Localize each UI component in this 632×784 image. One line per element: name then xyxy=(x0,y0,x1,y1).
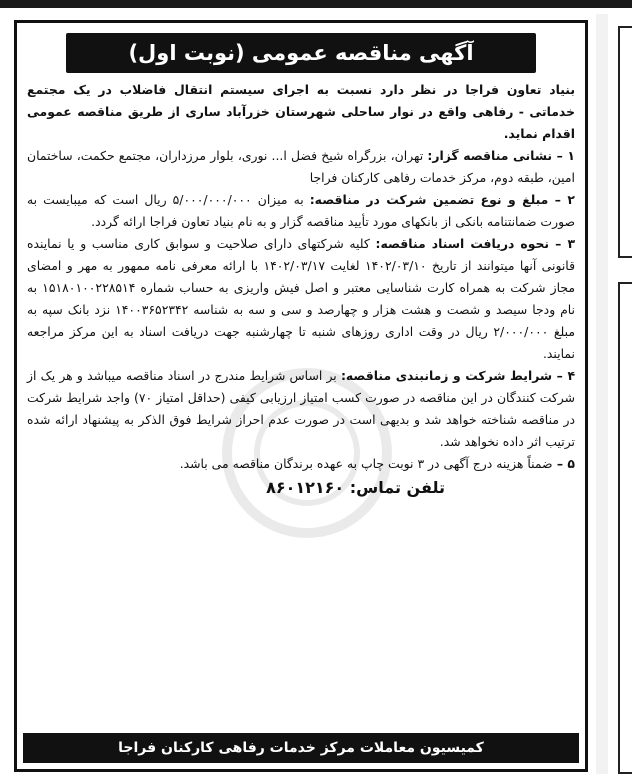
section-heading: ۲ – مبلغ و نوع تضمین شرکت در مناقصه: xyxy=(309,192,575,207)
section-1 xyxy=(27,145,575,189)
tender-advertisement xyxy=(14,20,588,772)
section-heading: ۵ – xyxy=(552,456,575,471)
section-heading: ۴ – شرایط شرکت و زمانبندی مناقصه: xyxy=(340,368,576,383)
adjacent-ad-frame-bottom xyxy=(618,282,632,774)
contact-phone: تلفن تماس: ۸۶۰۱۲۱۶۰ xyxy=(266,478,445,497)
ad-title: آگهی مناقصه عمومی (نوبت اول) xyxy=(66,33,536,73)
section-text: بر اساس شرایط مندرج در اسناد مناقصه میباشد و هر یک از شرکت کنندگان در این مناقصه در صورت کسب امتیاز ارزیابی کیفی (حداقل امتیاز ۷۰) واجد شرایط شرکت در مناقصه شناخته خواهد شد و بدیهی است در صورت عدم احراز شرایط فوق الذکر به پیشنهاد ارائه شده ترتیب اثر داده نخواهد شد. xyxy=(27,368,575,449)
section-4 xyxy=(27,365,575,453)
section-3 xyxy=(27,233,575,365)
ad-intro: بنیاد تعاون فراجا در نظر دارد نسبت به اجرای سیستم انتقال فاضلاب در یک مجتمع خدماتی - رفاهی واقع در نوار ساحلی شهرستان خزرآباد ساری از طریق مناقصه عمومی اقدام نماید. xyxy=(27,82,575,141)
ad-footer: کمیسیون معاملات مرکز خدمات رفاهی کارکنان فراجا xyxy=(23,733,579,763)
adjacent-ad-frame-top xyxy=(618,26,632,258)
section-text: ضمناً هزینه درج آگهی در ۳ نوبت چاپ به عهده برندگان مناقصه می باشد. xyxy=(179,456,553,471)
section-2 xyxy=(27,189,575,233)
section-5 xyxy=(27,453,575,475)
section-text: تهران، بزرگراه شیخ فضل ا... نوری، بلوار مرزداران، مجتمع حکمت، ساختمان امین، طبقه دوم، مرکز خدمات رفاهی کارکنان فراجا xyxy=(27,148,575,185)
section-text: کلیه شرکتهای دارای صلاحیت و سوابق کاری مناسب و یا نماینده قانونی آنها میتوانند از تاریخ ۱۴۰۲/۰۳/۱۰ لغایت ۱۴۰۲/۰۳/۱۷ با ارائه معرفی نامه ممهور به مهر و امضای مجاز شرکت به همراه کارت شناسایی معتبر و اصل فیش واریزی به حساب شماره ۱۵۱۸۰۱۰۰۲۲۸۵۱۴ به نام ودجا سیصد و شصت و هشت هزار و چهارصد و سی و سه به شناسه ۱۴۰۰۳۶۵۲۳۴۲ نزد بانک سپه به مبلغ ۲/۰۰۰/۰۰۰ ریال در وقت اداری روزهای شنبه تا چهارشنبه جهت دریافت اسناد به این مرکز مراجعه نمایند. xyxy=(27,236,576,361)
adjacent-column-edge xyxy=(596,14,632,774)
section-text: به میزان ۵/۰۰۰/۰۰۰/۰۰۰ ریال است که میبایست به صورت ضمانتنامه بانکی از بانکهای مورد تأیید مناقصه گزار و به نام بنیاد تعاون فراجا ارائه گردد. xyxy=(27,192,575,229)
section-heading: ۱ – نشانی مناقصه گزار: xyxy=(427,148,575,163)
ad-body xyxy=(17,79,585,501)
adjacent-column-shade xyxy=(596,14,608,774)
page-top-rule xyxy=(0,0,632,8)
section-heading: ۳ – نحوه دریافت اسناد مناقصه: xyxy=(375,236,576,251)
